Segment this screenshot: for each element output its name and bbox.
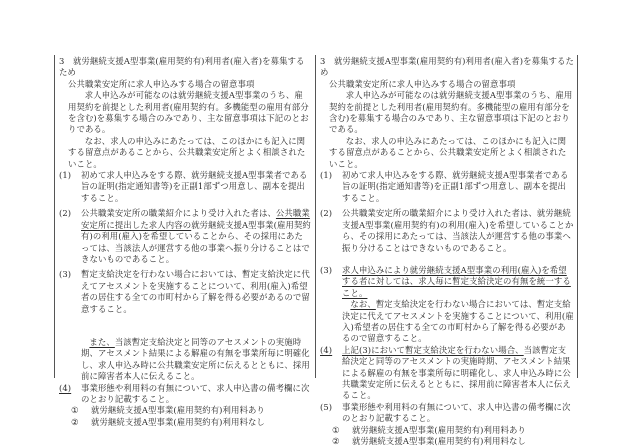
section-heading: 3 就労継続支援A型事業(雇用契約有)利用者(雇入者)を募集するため <box>320 56 574 78</box>
list-item-3-note: なお、暫定支給決定を行わない場合においては、暫定支給決定に代えてアセスメントを実施することについて、利用(雇入)希望者の居住する全ての市町村から了解を得る必要があるので留意すること。 <box>342 299 574 344</box>
intro-paragraph: 求人申込みが可能なのは就労継続支援A型事業のうち、雇用契約を前提とした利用者(雇用契約有。多機能型の雇用有部分を含む)を募集する場合のみであり、主な留意事項は下記のとおりである。 <box>329 90 573 135</box>
list-item-3: (3) 求人申込みにより就労継続支援A型事業の利用(雇入)を希望する者に対しては、求人毎に暫定支給決定の有無を統一すること。 <box>320 264 571 298</box>
intro-note: なお、求人の申込みにあたっては、このほかにも記入に関する留意点があることから、公共職業安定所とよく相談されたいこと。 <box>68 135 306 169</box>
list-item-4: (4) 事業形態や利用料の有無について、求人申込書の備考欄に次のとおり記載すること。 <box>59 382 310 404</box>
intro-note: なお、求人の申込みにあたっては、このほかにも記入に関する留意点があることから、公共職業安定所とよく相談されたいこと。 <box>329 135 567 169</box>
list-item-1: (1) 初めて求人申込みをする際、就労継続支援A型事業者である旨の証明(指定通知書等)を正副1部ずつ用意し、副本を提出すること。 <box>320 170 569 203</box>
sub-item-1: ① 就労継続支援A型事業(雇用契約有)利用料あり <box>71 405 265 416</box>
comparison-column-left <box>54 55 314 427</box>
underlined-amendment: 求人申込みにより就労継続支援A型事業の利用(雇入)を希望する者に対しては、求人毎に暫定支給決定の有無を統一すること。 <box>342 264 571 298</box>
section-heading: 3 就労継続支援A型事業(雇用契約有)利用者(雇入者)を募集するため <box>59 56 305 78</box>
list-item-2: (2) 公共職業安定所の職業紹介により受け入れた者は、就労継続支援A型事業(雇用契約有)の利用(雇入)を希望していることから、その採用にあたっては、当該法人が運営する他の事業へ振り分けることはできないものであること。 <box>320 208 574 253</box>
underlined-amendment: また、 <box>89 336 115 347</box>
list-item-3: (3) 暫定支給決定を行わない場合においては、暫定支給決定に代えてアセスメントを実施することについて、利用(雇入)希望者の居住する全ての市町村から了解を得る必要があるので留意すること。 <box>59 269 310 314</box>
list-item-1: (1) 初めて求人申込みをする際、就労継続支援A型事業者である旨の証明(指定通知書等)を正副1部ずつ用意し、副本を提出すること。 <box>59 170 308 203</box>
intro-paragraph: 求人申込みが可能なのは就労継続支援A型事業のうち、雇用契約を前提とした利用者(雇用契約有。多機能型の雇用有部分を含む)を募集する場合のみであり、主な留意事項は下記のとおりである。 <box>68 90 309 135</box>
underlined-amendment: なお、 <box>350 299 376 310</box>
list-item-2: (2) 公共職業安定所の職業紹介により受け入れた者は、公共職業安定所に提出した求人内容の就労継続支援A型事業(雇用契約有)の利用(雇入)を希望していることから、その採用にあたっては、当該法人が運営する他の事業へ振り分けることはできないものであること。 <box>59 208 311 264</box>
list-item-4: (4) 上記(3)において暫定支給決定を行わない場合、当該暫定支給決定と同等のアセスメントの実施時期、アセスメント結果による解雇の有無を事業所毎に明確化し、求人申込み時に公共職業安定所に伝えるとともに、採用前に障害者本人に伝えること。 <box>320 344 571 401</box>
sub-item-2: ② 就労継続支援A型事業(雇用契約有)利用料なし <box>332 436 526 446</box>
list-item-5: (5) 事業形態や利用料の有無について、求人申込書の備考欄に次のとおり記載すること。 <box>320 401 571 424</box>
underlined-amendment: 上記(3)において暫定支給決定を行わない場合、 <box>342 344 524 355</box>
underlined-amendment: 公共職業安定所に提出した求人内容の <box>81 208 310 230</box>
section-heading-cont: 公共職業安定所に求人申込みする場合の留意事項 <box>329 78 516 89</box>
section-heading-cont: 公共職業安定所に求人申込みする場合の留意事項 <box>68 78 255 89</box>
comparison-column-right <box>315 55 578 446</box>
sub-item-1: ① 就労継続支援A型事業(雇用契約有)利用料あり <box>332 424 526 435</box>
also-paragraph: また、当該暫定支給決定と同等のアセスメントの実施時期、アセスメント結果による解雇の有無を事業所毎に明確化し、求人申込み時に公共職業安定所に伝えるとともに、採用前に障害者本人に伝えること。 <box>81 336 310 382</box>
sub-item-2: ② 就労継続支援A型事業(雇用契約有)利用料なし <box>71 416 265 427</box>
